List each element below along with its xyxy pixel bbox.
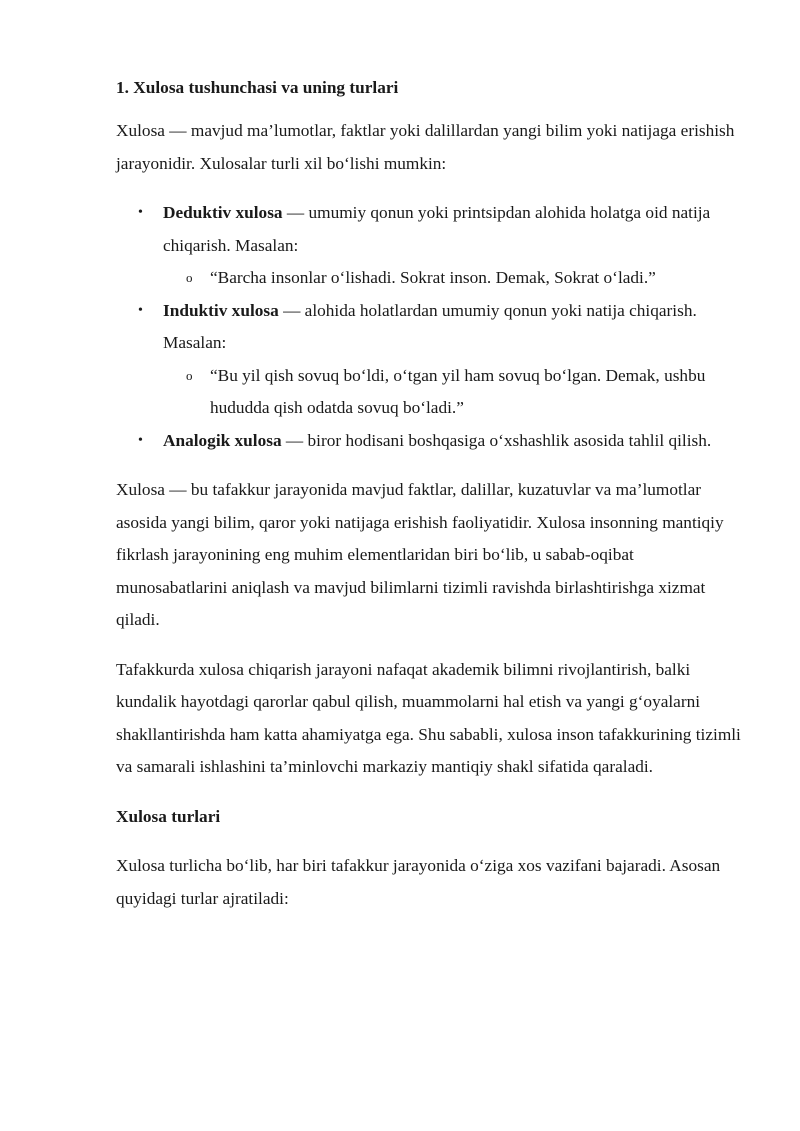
list-item-deductive <box>116 197 746 295</box>
example-inductive: “Bu yil qish sovuq bo‘ldi, o‘tgan yil ham sovuq bo‘lgan. Demak, ushbu hududda qish odatda sovuq bo‘ladi.” <box>210 365 706 417</box>
desc-analogical: — biror hodisani boshqasiga o‘xshashlik asosida tahlil qilish. <box>281 430 712 450</box>
sublist-deductive <box>163 262 746 295</box>
term-inductive: Induktiv xulosa <box>163 300 279 320</box>
example-inductive-item <box>163 360 746 425</box>
list-item-inductive <box>116 295 746 425</box>
sublist-inductive <box>163 360 746 425</box>
bullet-icon: • <box>138 432 143 448</box>
term-deductive: Deduktiv xulosa <box>163 203 283 222</box>
subsection-heading: Xulosa turlari <box>116 806 221 826</box>
circle-bullet-icon: o <box>186 367 193 383</box>
intro-paragraph: Xulosa — mavjud ma’lumotlar, faktlar yoki dalillardan yangi bilim yoki natijaga erishish jarayonidir. Xulosalar turli xil bo‘lishi mumkin: <box>116 121 735 173</box>
bullet-icon: • <box>138 205 143 220</box>
example-deductive: “Barcha insonlar o‘lishadi. Sokrat inson. Demak, Sokrat o‘ladi.” <box>210 268 656 287</box>
desc-deductive: — umumiy qonun yoki printsipdan alohida holatga oid natija chiqarish. Masalan: <box>163 203 711 255</box>
desc-inductive: — alohida holatlardan umumiy qonun yoki natija chiqarish. Masalan: <box>163 300 697 352</box>
circle-bullet-icon: o <box>186 270 193 285</box>
bullet-icon: • <box>138 302 143 318</box>
types-list <box>116 197 746 457</box>
document-body <box>116 76 746 932</box>
list-item-analogical <box>116 425 746 458</box>
body-paragraph-2: Tafakkurda xulosa chiqarish jarayoni nafaqat akademik bilimni rivojlantirish, balki kundalik hayotdagi qarorlar qabul qilish, muammolarni hal etish va yangi g‘oyalarni shakllantirishda ham katta ahamiyatga ega. Shu sababli, xulosa inson tafakkurining tizimli va samarali ishlashini ta’minlovchi markaziy mantiqiy shakl sifatida qaraladi. <box>116 659 741 776</box>
term-analogical: Analogik xulosa <box>163 430 282 450</box>
body-paragraph-3: Xulosa turlicha bo‘lib, har biri tafakkur jarayonida o‘ziga xos vazifani bajaradi. Asosan quyidagi turlar ajratiladi: <box>116 856 721 908</box>
example-deductive-item <box>163 262 746 295</box>
section-heading: 1. Xulosa tushunchasi va uning turlari <box>116 78 399 97</box>
body-paragraph-1: Xulosa — bu tafakkur jarayonida mavjud faktlar, dalillar, kuzatuvlar va ma’lumotlar asosida yangi bilim, qaror yoki natijaga erishish faoliyatidir. Xulosa insonning mantiqiy fikrlash jarayonining eng muhim elementlaridan biri bo‘lib, u sabab-oqibat munosabatlarini aniqlash va mavjud bilimlarni tizimli ravishda birlashtirishga xizmat qiladi. <box>116 480 724 629</box>
